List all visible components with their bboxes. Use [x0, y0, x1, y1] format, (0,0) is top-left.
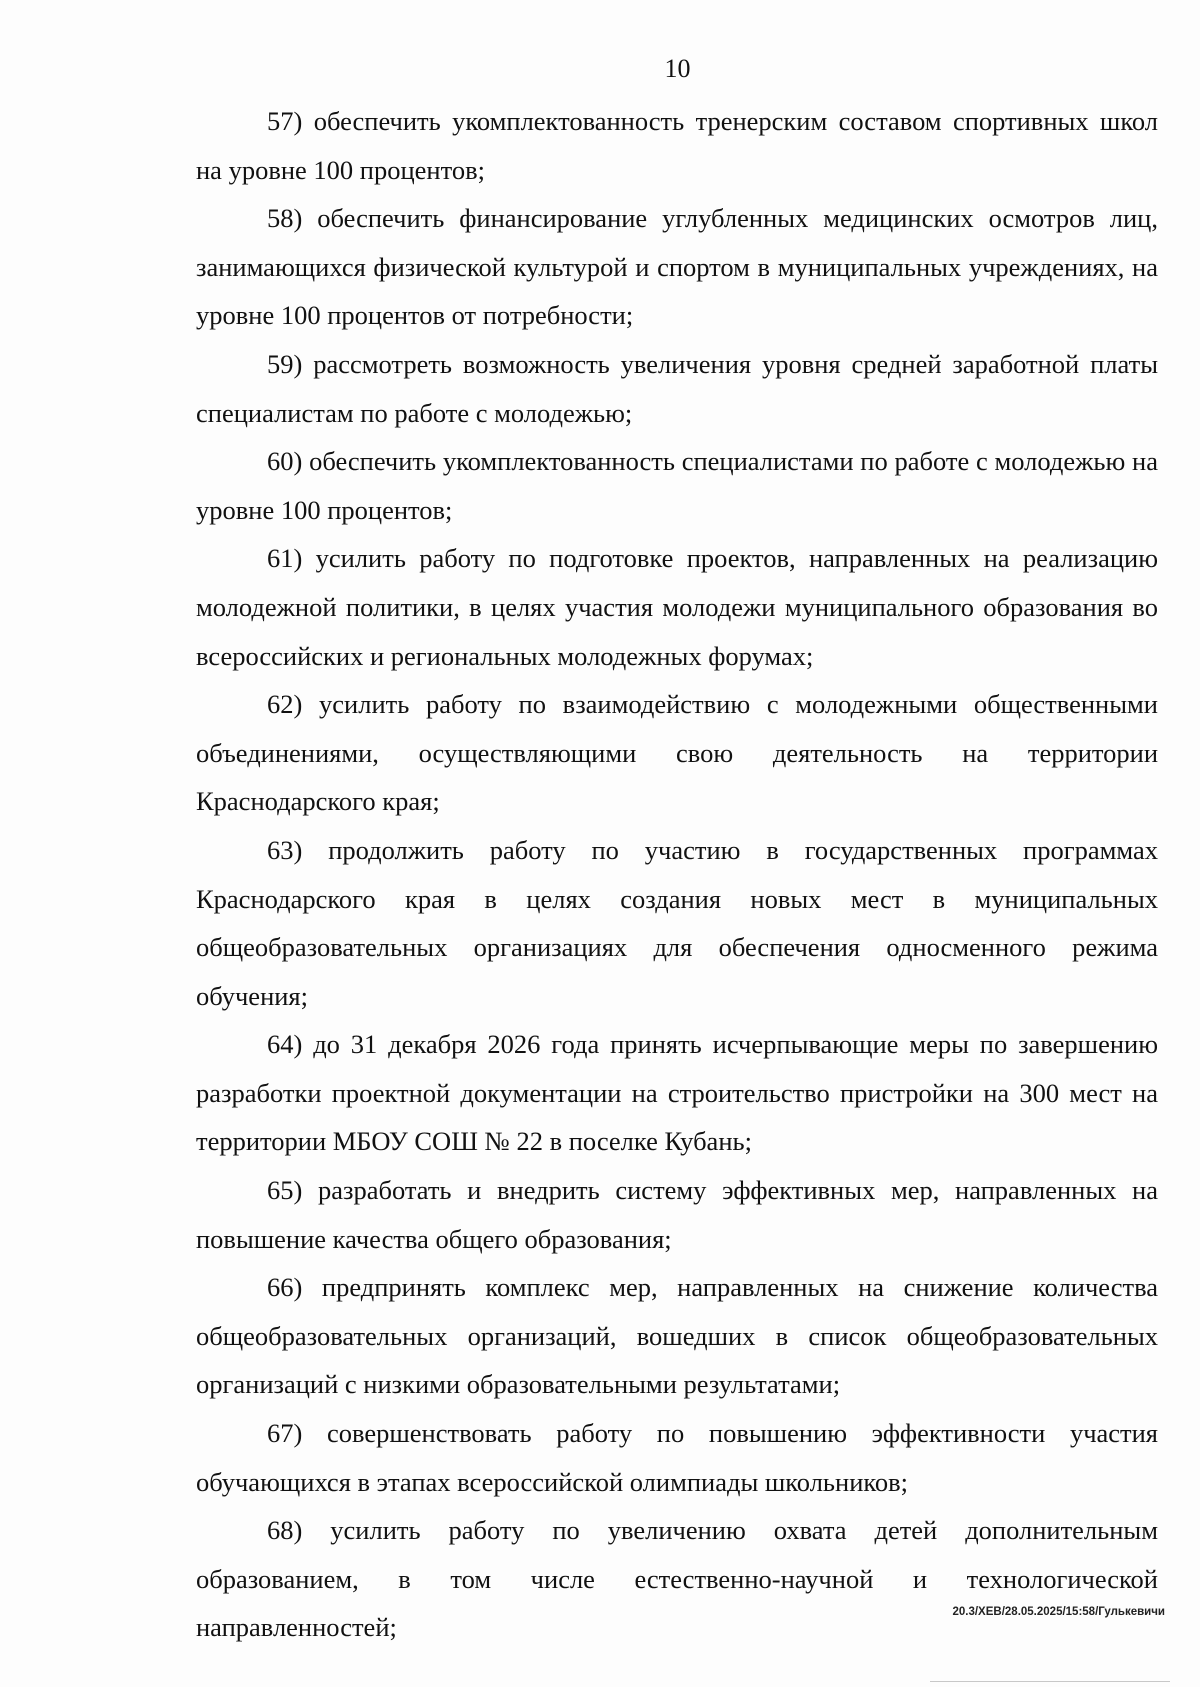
paragraph-66: 66) предпринять комплекс мер, направленных на снижение количества общеобразовательных организаций, вошедших в список общеобразовательных организаций с низкими образовательными результатами; [196, 1272, 1158, 1400]
paragraph-59: 59) рассмотреть возможность увеличения уровня средней заработной платы специалистам по работе с молодежью; [196, 348, 1158, 428]
paragraph-61: 61) усилить работу по подготовке проектов, направленных на реализацию молодежной политики, в целях участия молодежи муниципального образования во всероссийских и региональных молодежных форумах; [196, 543, 1158, 671]
paragraph-57: 57) обеспечить укомплектованность тренерским составом спортивных школ на уровне 100 процентов; [196, 106, 1158, 185]
paragraph-68: 68) усилить работу по увеличению охвата детей дополнительным образованием, в том числе естественно-научной и технологической направленностей; [196, 1515, 1158, 1643]
page-number: 10 [664, 54, 691, 83]
paragraph-64: 64) до 31 декабря 2026 года принять исчерпывающие меры по завершению разработки проектной документации на строительство пристройки на 300 мест на территории МБОУ СОШ № 22 в поселке Кубань; [196, 1029, 1158, 1157]
document-body [196, 97, 1158, 1652]
paragraph-65: 65) разработать и внедрить систему эффективных мер, направленных на повышение качества общего образования; [196, 1175, 1158, 1254]
paragraph-62: 62) усилить работу по взаимодействию с молодежными общественными объединениями, осуществляющими свою деятельность на территории Краснодарского края; [196, 689, 1158, 817]
paragraph-67: 67) совершенствовать работу по повышению эффективности участия обучающихся в этапах всероссийской олимпиады школьников; [196, 1418, 1158, 1497]
footer-registration-stamp: 20.3/ХЕВ/28.05.2025/15:58/Гулькевичи [952, 1606, 1165, 1618]
bottom-edge-line [930, 1681, 1170, 1682]
paragraph-63: 63) продолжить работу по участию в государственных программах Краснодарского края в целях создания новых мест в муниципальных общеобразовательных организациях для обеспечения односменного режима обучения; [196, 834, 1158, 1011]
paragraph-60: 60) обеспечить укомплектованность специалистами по работе с молодежью на уровне 100 процентов; [196, 446, 1158, 525]
paragraph-58: 58) обеспечить финансирование углубленных медицинских осмотров лиц, занимающихся физической культурой и спортом в муниципальных учреждениях, на уровне 100 процентов от потребности; [196, 203, 1158, 331]
